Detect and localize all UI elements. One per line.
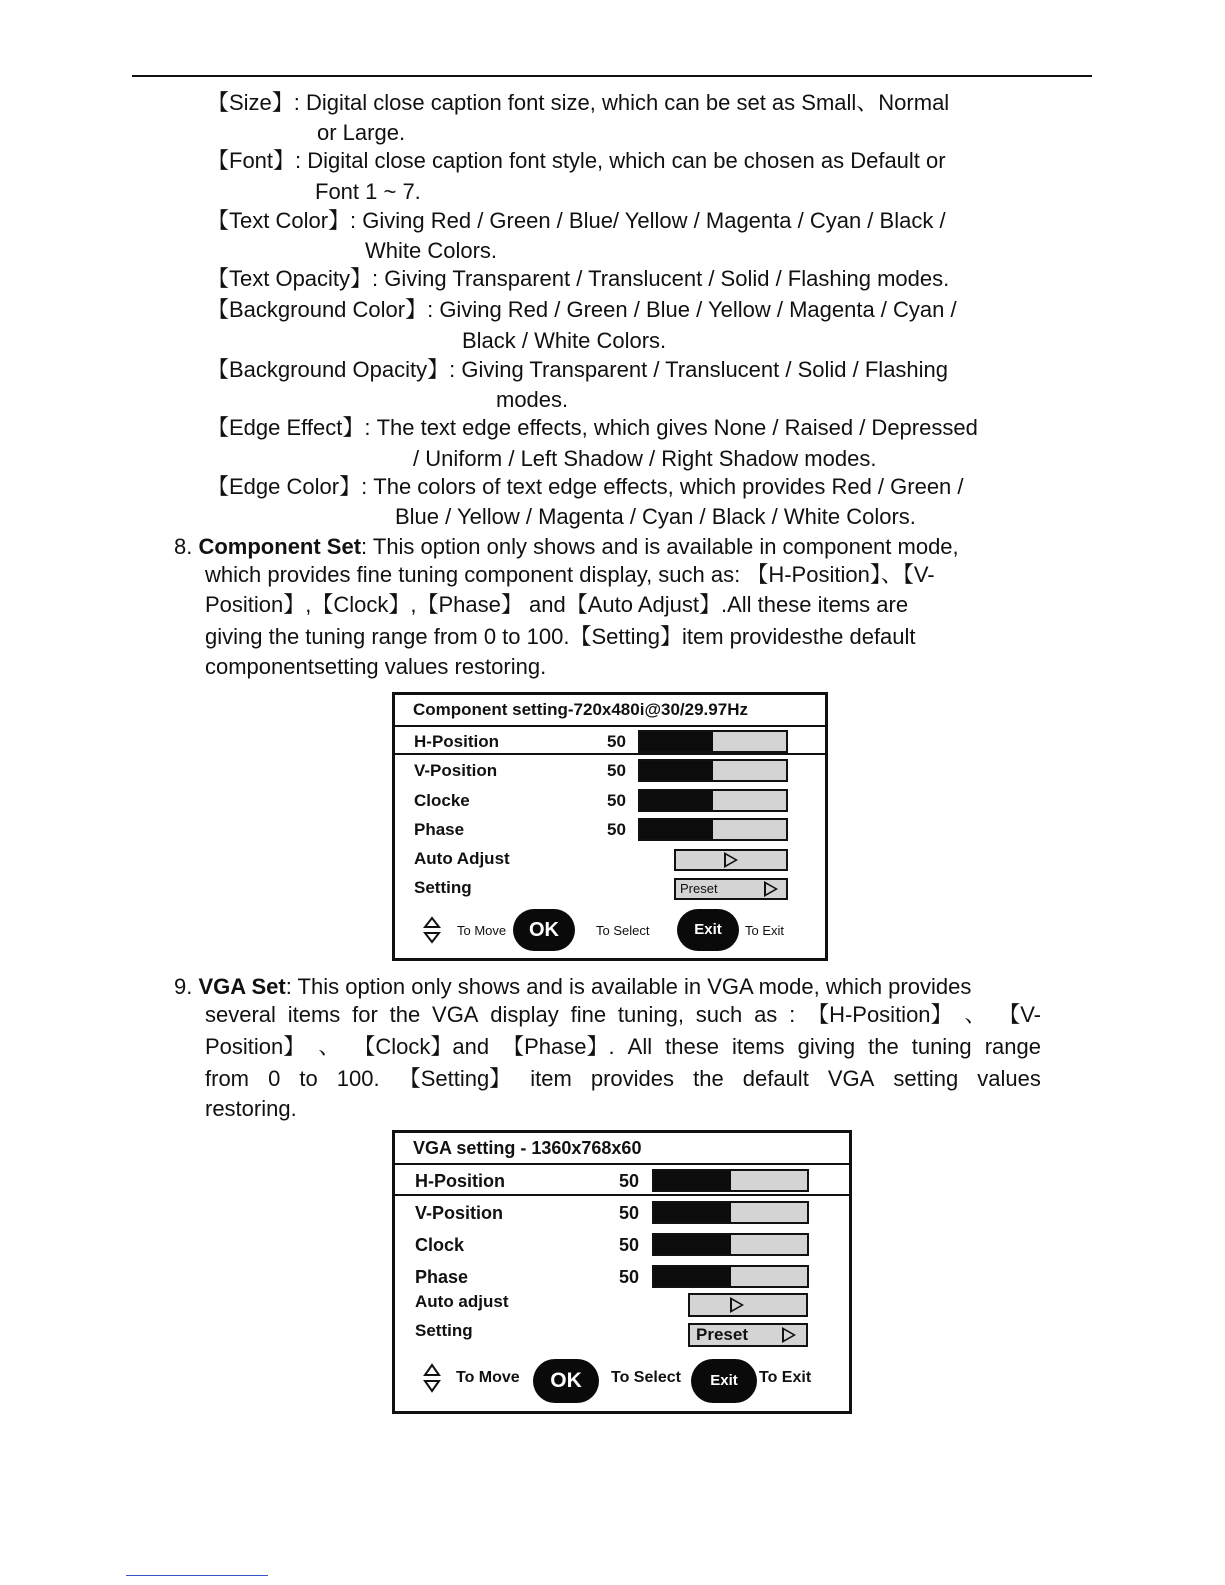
component-row-label: Phase xyxy=(414,820,465,839)
vga-menu-row[interactable] xyxy=(395,1233,849,1261)
component-row-label: Clocke xyxy=(414,791,470,810)
component-row-label: H-Position xyxy=(414,732,499,751)
component-menu-title-bar xyxy=(395,695,825,727)
component-menu-row[interactable] xyxy=(395,789,825,815)
vga-row-value: 50 xyxy=(619,1235,640,1255)
vga-setting-label: Setting xyxy=(415,1321,473,1340)
vga-to-select-hint: To Select xyxy=(611,1369,681,1386)
section9-line4 xyxy=(205,1066,1041,1092)
section9-line2-word: 【V- xyxy=(998,1002,1041,1027)
background-opacity-description-line2: modes. xyxy=(496,387,569,412)
vga-row-label: H-Position xyxy=(415,1171,505,1191)
play-arrow-icon xyxy=(724,852,738,868)
section9-line2-word: fine xyxy=(570,1002,607,1027)
section9-line3-word: 【Clock】and xyxy=(353,1034,490,1059)
edge-color-description-line1: 【Edge Color】: The colors of text edge effects, which provides Red / Green / xyxy=(207,474,964,499)
section9-line2-word: : xyxy=(789,1002,796,1027)
section9-line2-word: 、 xyxy=(964,1002,987,1027)
section9-line2-word: the xyxy=(389,1002,421,1027)
component-row-slider-fill xyxy=(640,820,713,839)
text-color-description-line2: White Colors. xyxy=(365,238,498,263)
text-color-description-line1: 【Text Color】: Giving Red / Green / Blue/ Yellow / Magenta / Cyan / Black / xyxy=(207,208,946,233)
edge-color-description-line2: Blue / Yellow / Magenta / Cyan / Black / White Colors. xyxy=(395,504,916,529)
component-row-value: 50 xyxy=(607,791,626,810)
section9-line4-word: setting xyxy=(893,1066,959,1091)
component-row-slider[interactable] xyxy=(638,759,788,782)
vga-row-label: V-Position xyxy=(415,1203,504,1223)
section8-line4: giving the tuning range from 0 to 100.【Setting】item providesthe default xyxy=(205,624,916,649)
component-preset-label: Preset xyxy=(680,881,718,896)
component-to-select-hint: To Select xyxy=(596,923,650,938)
component-exit-button[interactable]: Exit xyxy=(677,909,739,951)
section9-line3-word: the xyxy=(868,1034,899,1059)
vga-row-slider-fill xyxy=(654,1267,731,1286)
vga-row-slider[interactable] xyxy=(652,1265,809,1288)
section9-line3 xyxy=(205,1034,1041,1060)
vga-auto-adjust-button[interactable] xyxy=(688,1293,808,1317)
component-row-slider-fill xyxy=(640,791,713,810)
background-opacity-description-line1: 【Background Opacity】: Giving Transparent / Translucent / Solid / Flashing xyxy=(207,357,949,382)
footer-link-rule xyxy=(126,1575,268,1576)
section8-line2: which provides fine tuning component display, such as: 【H-Position】、【V- xyxy=(205,562,935,587)
vga-row-label: Phase xyxy=(415,1267,469,1287)
vga-row-slider[interactable] xyxy=(652,1201,809,1224)
vga-exit-button[interactable]: Exit xyxy=(691,1359,757,1403)
section9-line2-word: display xyxy=(490,1002,559,1027)
component-row-slider[interactable] xyxy=(638,789,788,812)
size-description-line1: 【Size】: Digital close caption font size, which can be set as Small、Normal xyxy=(207,90,950,115)
section9-line3-word: 、 xyxy=(318,1034,341,1059)
component-row-slider[interactable] xyxy=(638,818,788,841)
component-menu-title: Component setting-720x480i@30/29.97Hz xyxy=(413,700,748,719)
vga-preset-button[interactable] xyxy=(688,1323,808,1347)
component-to-exit-hint: To Exit xyxy=(745,923,785,938)
section8-number: 8. xyxy=(174,534,193,559)
section8-line5: componentsetting values restoring. xyxy=(205,654,547,679)
section9-line4-word: values xyxy=(977,1066,1041,1091)
section8-paragraph-line1 xyxy=(174,534,959,560)
section9-line4-word: 100. xyxy=(336,1066,380,1091)
component-preset-button[interactable] xyxy=(674,878,788,900)
section9-line3-word: 【Phase】. xyxy=(502,1034,615,1059)
component-menu-row[interactable] xyxy=(395,759,825,785)
section9-line1-text: : This option only shows and is available in VGA mode, which provides xyxy=(285,974,972,999)
up-down-arrows-icon xyxy=(423,916,441,944)
vga-auto-adjust-label: Auto adjust xyxy=(415,1292,509,1311)
header-rule xyxy=(132,75,1092,77)
vga-row-slider-fill xyxy=(654,1235,731,1254)
section9-line4-word: from xyxy=(205,1066,249,1091)
play-arrow-icon xyxy=(764,881,778,897)
component-setting-label: Setting xyxy=(414,878,472,897)
section9-line3-word: giving xyxy=(797,1034,856,1059)
component-row-value: 50 xyxy=(607,820,626,839)
section9-line3-word: Position】 xyxy=(205,1034,306,1059)
section9-line4-word: provides xyxy=(590,1066,675,1091)
vga-menu-row[interactable] xyxy=(395,1201,849,1229)
component-row-slider[interactable] xyxy=(638,730,788,753)
section9-line4-word: VGA xyxy=(827,1066,875,1091)
font-description-line1: 【Font】: Digital close caption font style, which can be chosen as Default or xyxy=(207,148,946,173)
vga-setting-menu xyxy=(392,1130,852,1414)
text-opacity-description: 【Text Opacity】: Giving Transparent / Translucent / Solid / Flashing modes. xyxy=(207,266,950,291)
section9-paragraph-line1 xyxy=(174,974,971,1000)
section9-line2-word: such xyxy=(695,1002,743,1027)
component-ok-button[interactable]: OK xyxy=(513,909,575,951)
component-row-slider-fill xyxy=(640,761,713,780)
vga-row-slider-fill xyxy=(654,1203,731,1222)
component-row-value: 50 xyxy=(607,732,626,751)
vga-row-slider[interactable] xyxy=(652,1169,809,1192)
section9-line2-word: for xyxy=(352,1002,378,1027)
size-description-line2: or Large. xyxy=(317,120,406,145)
vga-ok-button[interactable]: OK xyxy=(533,1359,599,1403)
section8-line3: Position】,【Clock】,【Phase】 and【Auto Adjust】.All these items are xyxy=(205,592,909,617)
section9-line4-word: to xyxy=(299,1066,318,1091)
vga-row-slider[interactable] xyxy=(652,1233,809,1256)
vga-row-value: 50 xyxy=(619,1203,640,1223)
section9-line5: restoring. xyxy=(205,1096,297,1121)
section9-line2-word: tuning, xyxy=(617,1002,684,1027)
component-auto-adjust-button[interactable] xyxy=(674,849,788,871)
vga-menu-title-bar xyxy=(395,1133,849,1165)
section9-line4-word: item xyxy=(530,1066,572,1091)
component-auto-adjust-label: Auto Adjust xyxy=(414,849,510,868)
component-menu-row[interactable] xyxy=(395,818,825,844)
section9-line4-word: 0 xyxy=(268,1066,281,1091)
component-row-value: 50 xyxy=(607,761,626,780)
edge-effect-description-line1: 【Edge Effect】: The text edge effects, which gives None / Raised / Depressed xyxy=(207,415,978,440)
vga-preset-label: Preset xyxy=(696,1325,748,1344)
vga-menu-row[interactable] xyxy=(395,1169,849,1197)
section9-line2 xyxy=(205,1002,1041,1028)
background-color-description-line2: Black / White Colors. xyxy=(462,328,667,353)
component-row-label: V-Position xyxy=(414,761,498,780)
section9-line2-word: as xyxy=(754,1002,778,1027)
vga-to-exit-hint: To Exit xyxy=(759,1369,812,1386)
section9-line2-word: VGA xyxy=(432,1002,479,1027)
section9-heading: VGA Set xyxy=(198,974,286,999)
section8-line1-text: : This option only shows and is available in component mode, xyxy=(361,534,959,559)
section9-line2-word: 【H-Position】 xyxy=(807,1002,953,1027)
section9-line3-word: these xyxy=(665,1034,719,1059)
section9-line3-word: tuning xyxy=(911,1034,972,1059)
background-color-description-line1: 【Background Color】: Giving Red / Green / Blue / Yellow / Magenta / Cyan / xyxy=(207,297,957,322)
section8-heading: Component Set xyxy=(198,534,362,559)
component-row-slider-fill xyxy=(640,732,713,751)
section9-line4-word: default xyxy=(742,1066,809,1091)
up-down-arrows-icon xyxy=(423,1363,441,1393)
section9-line4-word: the xyxy=(693,1066,724,1091)
section9-line4-word: 【Setting】 xyxy=(398,1066,512,1091)
vga-menu-row[interactable] xyxy=(395,1265,849,1293)
section9-number: 9. xyxy=(174,974,193,999)
section9-line3-word: All xyxy=(627,1034,653,1059)
component-setting-menu xyxy=(392,692,828,961)
vga-row-value: 50 xyxy=(619,1267,640,1287)
section9-line2-word: several xyxy=(205,1002,276,1027)
vga-row-label: Clock xyxy=(415,1235,465,1255)
play-arrow-icon xyxy=(730,1297,744,1313)
play-arrow-icon xyxy=(782,1327,796,1343)
section9-line3-word: items xyxy=(731,1034,785,1059)
component-to-move-hint: To Move xyxy=(457,923,507,938)
section9-line3-word: range xyxy=(984,1034,1041,1059)
vga-to-move-hint: To Move xyxy=(456,1369,520,1386)
font-description-line2: Font 1 ~ 7. xyxy=(315,179,421,204)
section9-line2-word: items xyxy=(287,1002,341,1027)
vga-row-slider-fill xyxy=(654,1171,731,1190)
edge-effect-description-line2: / Uniform / Left Shadow / Right Shadow modes. xyxy=(413,446,877,471)
component-menu-row[interactable] xyxy=(395,730,825,756)
vga-row-value: 50 xyxy=(619,1171,640,1191)
vga-menu-title: VGA setting - 1360x768x60 xyxy=(413,1138,642,1158)
